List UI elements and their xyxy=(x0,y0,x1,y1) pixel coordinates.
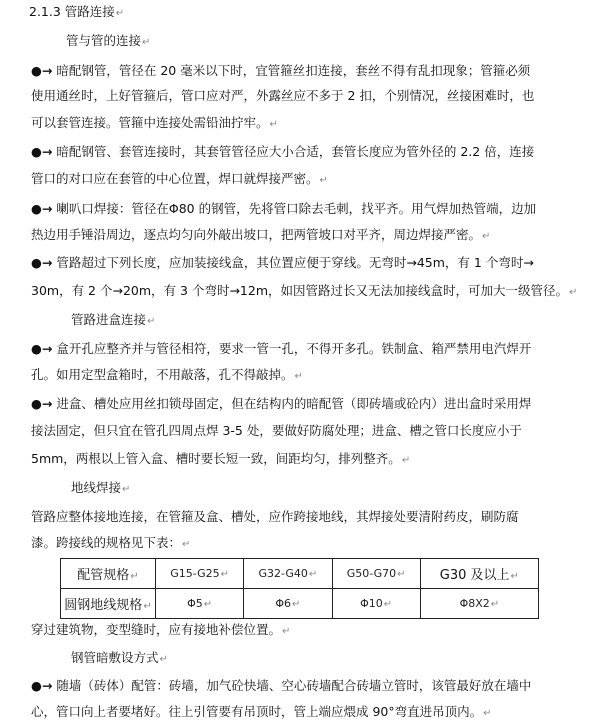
subheading-ground-weld: 地线焊接↵ xyxy=(71,480,131,495)
table-header-cell: G30 及以上↵ xyxy=(420,559,538,589)
para6-line2: 接法固定，但只宜在管孔四周点焊 3-5 处，要做好防腐处理；进盒、槽之管口长度应小于 xyxy=(31,423,522,438)
table-cell: Φ10↵ xyxy=(332,589,420,619)
table-cell: 圆钢地线规格↵ xyxy=(61,589,156,619)
para9-line2: 心，管口向上者要堵好。往上引管要有吊顶时，管上端应煨成 90°弯直进吊顶内。↵ xyxy=(31,704,492,719)
para8-line1: 穿过建筑物，变型缝时，应有接地补偿位置。↵ xyxy=(31,622,291,637)
para1-line3: 可以套管连接。管箍中连接处需铅油拧牢。↵ xyxy=(31,115,278,130)
subheading-concealed-laying: 钢管暗敷设方式↵ xyxy=(71,650,168,665)
table-cell: Φ6↵ xyxy=(244,589,332,619)
bullet-icon: ●→ xyxy=(31,678,53,693)
table-row xyxy=(61,589,539,619)
bullet-icon: ●→ xyxy=(31,396,53,411)
table-header-cell: 配管规格↵ xyxy=(61,559,156,589)
bullet-icon: ●→ xyxy=(31,63,53,78)
para4-line2: 30m，有 2 个→20m，有 3 个弯时→12m，如因管路过长又无法加接线盒时，可加大一级管径。↵ xyxy=(31,283,578,298)
para5-line2: 孔。如用定型盒箱时，不用敲落，孔不得敲掉。↵ xyxy=(31,367,303,382)
bullet-icon: ●→ xyxy=(31,201,53,216)
para1-line2: 使用通丝时，上好管箍后，管口应对严，外露丝应不多于 2 扣，个别情况，丝接困难时，也 xyxy=(31,88,535,103)
subheading-pipe-to-pipe: 管与管的连接↵ xyxy=(66,33,151,48)
bullet-icon: ●→ xyxy=(31,255,53,270)
ground-wire-spec-table xyxy=(60,558,539,619)
table-header-cell: G50-G70↵ xyxy=(332,559,420,589)
bullet-icon: ●→ xyxy=(31,341,53,356)
subheading-into-box: 管路进盒连接↵ xyxy=(71,312,156,327)
para5-line1: ●→ 盒开孔应整齐并与管径相符，要求一管一孔，不得开多孔。铁制盒、箱严禁用电汽焊开 xyxy=(31,341,532,356)
table-row xyxy=(61,559,539,589)
para2-line2: 管口的对口应在套管的中心位置，焊口就焊接严密。↵ xyxy=(31,171,328,186)
para3-line1: ●→ 喇叭口焊接：管径在Φ80 的钢管，先将管口除去毛刺，找平齐。用气焊加热管端，边加 xyxy=(31,201,537,216)
para4-line1: ●→ 管路超过下列长度，应加装接线盒，其位置应便于穿线。无弯时→45m，有 1 个弯时→ xyxy=(31,255,534,270)
para3-line2: 热边用手锤沿周边，逐点均匀向外敲出坡口，把两管坡口对平齐，周边焊接严密。↵ xyxy=(31,227,491,242)
para7-line1: 管路应整体接地连接，在管箍及盒、槽处，应作跨接地线，其焊接处要清附药皮，刷防腐 xyxy=(31,509,519,524)
para6-line3: 5mm，两根以上管入盒、槽时要长短一致，间距均匀，排列整齐。↵ xyxy=(31,451,411,466)
bullet-icon: ●→ xyxy=(31,144,53,159)
table-cell: Φ8X2↵ xyxy=(420,589,538,619)
para1-line1: ●→ 暗配钢管，管径在 20 毫米以下时，宜管箍丝扣连接，套丝不得有乱扣现象；管箍必须 xyxy=(31,63,531,78)
para6-line1: ●→ 进盒、槽处应用丝扣锁母固定，但在结构内的暗配管（即砖墙或砼内）进出盒时采用焊 xyxy=(31,396,532,411)
para7-line2: 漆。跨接线的规格见下表：↵ xyxy=(31,535,191,550)
para2-line1: ●→ 暗配钢管、套管连接时，其套管管径应大小合适，套管长度应为管外径的 2.2 倍，连接 xyxy=(31,144,535,159)
table-header-cell: G15-G25↵ xyxy=(156,559,244,589)
section-title: 2.1.3 管路连接↵ xyxy=(29,4,125,19)
para9-line1: ●→ 随墙（砖体）配管：砖墙，加气砼快墙、空心砖墙配合砖墙立管时，该管最好放在墙中 xyxy=(31,678,532,693)
table-header-cell: G32-G40↵ xyxy=(244,559,332,589)
table-cell: Φ5↵ xyxy=(156,589,244,619)
